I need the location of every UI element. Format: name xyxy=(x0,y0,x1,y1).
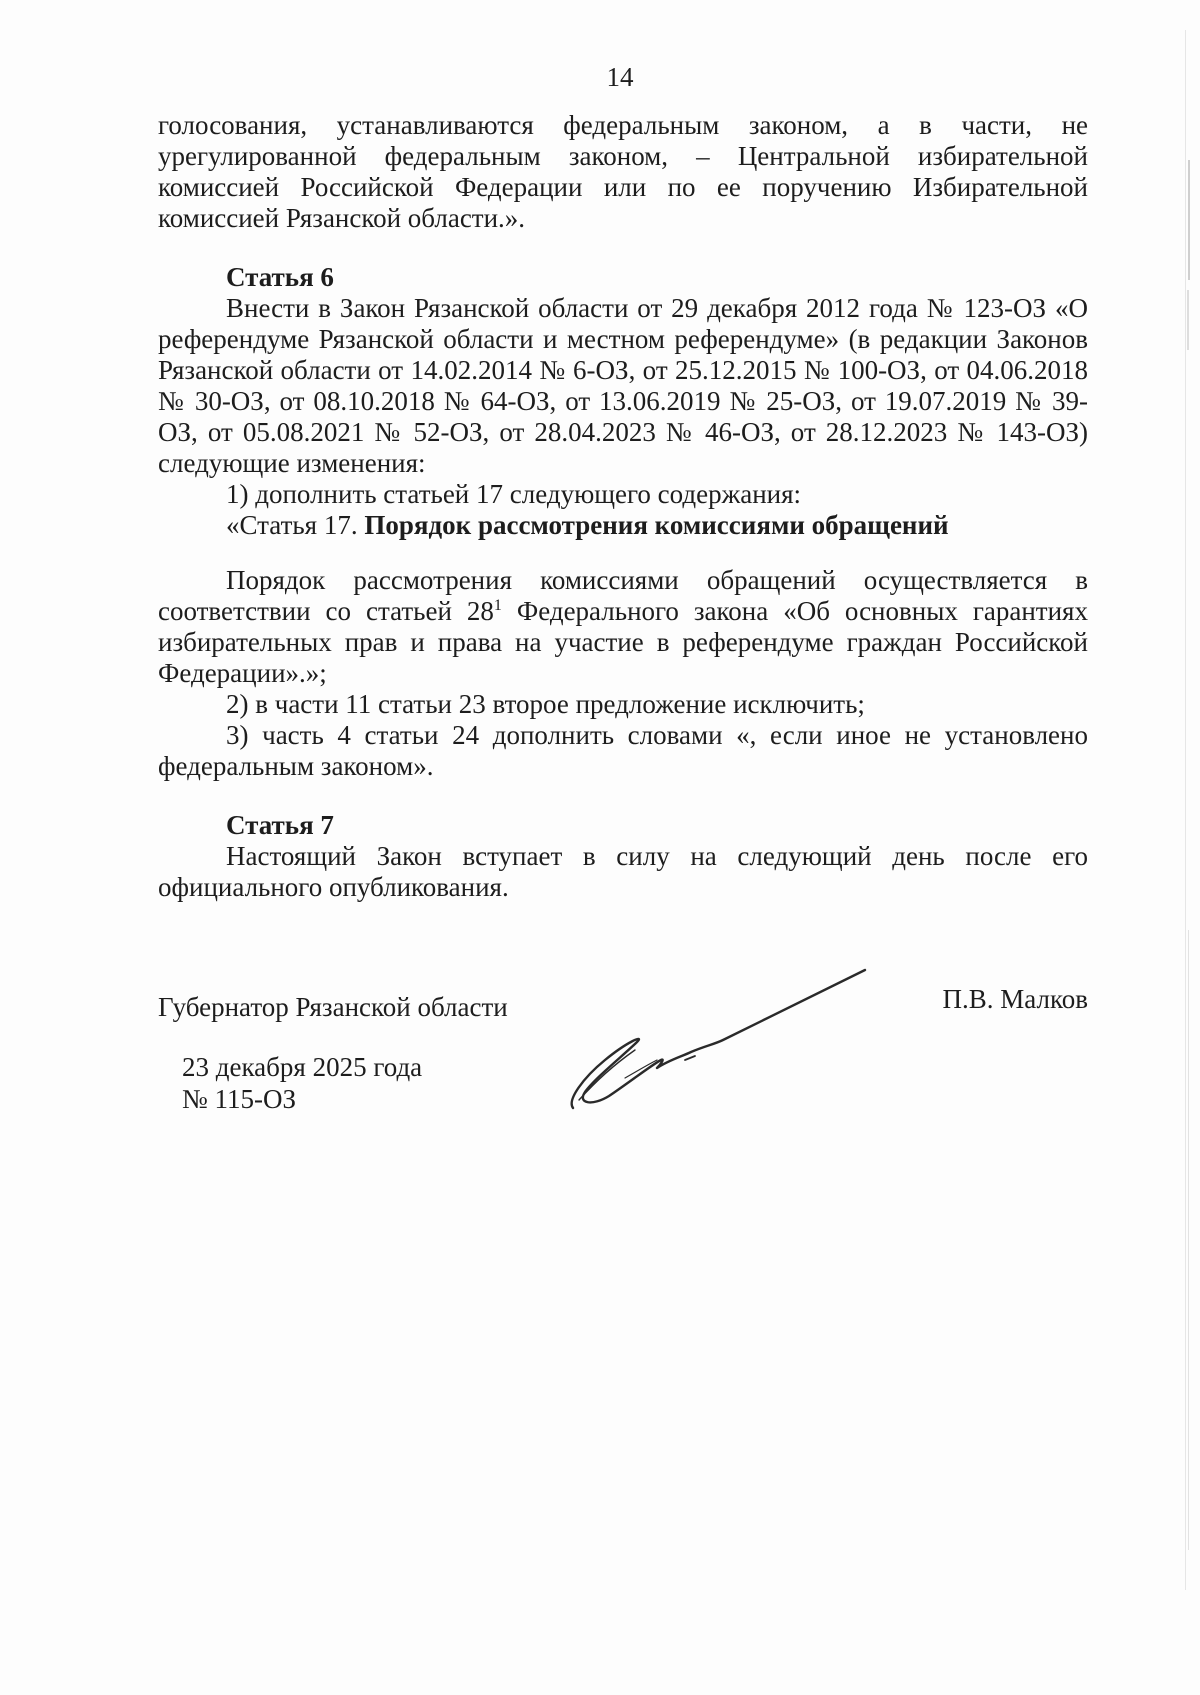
governor-position: Губернатор Рязанской области xyxy=(158,992,508,1022)
scan-edge-artifact xyxy=(1185,30,1191,1590)
article-6-item-3: 3) часть 4 статьи 24 дополнить словами «, если иное не установлено федеральным законом». xyxy=(158,720,1088,781)
new-article-17-text xyxy=(158,565,1088,689)
article-6-heading: Статья 6 xyxy=(226,262,334,292)
article-6-item-1: 1) дополнить статьей 17 следующего содержания: xyxy=(226,479,802,509)
page-number: 14 xyxy=(606,62,634,92)
article-6-intro: Внести в Закон Рязанской области от 29 декабря 2012 года № 123-ОЗ «О референдуме Рязанской области и местном референдуме» (в редакции Законов Рязанской области от 14.02.2014 № 6-ОЗ, от 25.12.2015 № 100-ОЗ, от 04.06.2018 № 30-ОЗ, от 08.10.2018 № 64-ОЗ, от 13.06.2019 № 25-ОЗ, от 19.07.2019 № 39-ОЗ, от 05.08.2021 № 52-ОЗ, от 28.04.2023 № 46-ОЗ, от 28.12.2023 № 143-ОЗ) следующие изменения: xyxy=(158,293,1088,478)
article-7-text: Настоящий Закон вступает в силу на следующий день после его официального опубликования. xyxy=(158,841,1088,902)
new-article-text-after: Федерального закона «Об основных гарантиях избирательных прав и права на участие в референдуме граждан Российской Федерации».»; xyxy=(158,596,1088,688)
handwritten-signature xyxy=(565,960,875,1120)
governor-name: П.В. Малков xyxy=(942,984,1088,1014)
law-date: 23 декабря 2025 года xyxy=(182,1052,423,1082)
new-article-17-title xyxy=(158,510,1088,541)
article-7-heading: Статья 7 xyxy=(226,810,334,840)
document-body xyxy=(158,110,1088,903)
new-article-name: Порядок рассмотрения комиссиями обращений xyxy=(364,510,949,540)
law-number: № 115-ОЗ xyxy=(182,1084,297,1114)
article-6-item-2: 2) в части 11 статьи 23 второе предложение исключить; xyxy=(226,689,865,719)
continuation-paragraph: голосования, устанавливаются федеральным законом, а в части, не урегулированной федеральным законом, – Центральной избирательной комиссией Российской Федерации или по ее поручению Избирательной комиссией Рязанской области.». xyxy=(158,110,1088,233)
superscript: 1 xyxy=(493,597,502,614)
new-article-text-before: Порядок рассмотрения комиссиями обращений осуществляется в соответствии со статьей 28 xyxy=(158,565,1088,626)
new-article-prefix: «Статья 17. xyxy=(226,510,358,540)
